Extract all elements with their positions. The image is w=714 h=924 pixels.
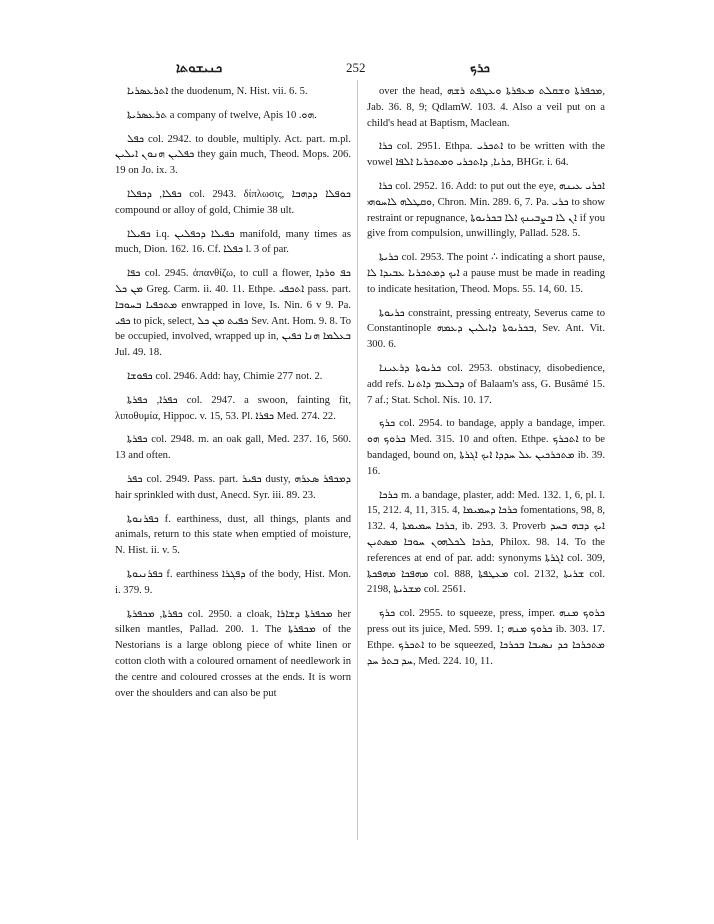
entry-3: ܟܪܝܬܐ col. 2953. The point ∴ indicating a short pause, ܐܝܟ ܕܡܬܟܪܝܐ ܥܒܝܕܐ ܠܐ a pause must be made in reading to indicate hesitation, Theod. Mops. 55. 14, 60. 15. (367, 252, 605, 295)
left-column (115, 84, 351, 709)
entry-3: ܟܦܠܐ, ܕܟܦܠܐ col. 2943. δίπλωσις, ܟܘܦܠܐ ܕܕܗܒܐ compound or alloy of gold, Chimie 38 ult. (115, 188, 351, 216)
column-divider (357, 80, 358, 840)
entry-8: ܟܪܟ col. 2955. to squeeze, press, imper. ܟܪܘܟ ܡܢܗ press out its juice, Med. 599. 1; ܟܪܘܟ ܡܢܗ ib. 303. 17. Ethpe. ܐܬܟܪܟ to be squeezed, ܡܬܟܪܟܐ ܟܕ ܢܣܝܒܐ ܒܟܪܟܐ ܚܕ ܒܬܪ ܚܕ, Med. 224. 10, 11. (367, 608, 605, 667)
right-column (367, 84, 605, 677)
entry-2: ܟܦܠ col. 2942. to double, multiply. Act. part. m.pl. ܟܦܠܝܢ ܗܢܘܢ ܐܝܠܝܢ they gain much, Theod. Mops. 206. 19 on Jo. ix. 3. (115, 133, 351, 177)
entry-0: over the head, ܡܟܦܪܬܐ ܘܫܩܠܬ ܡܥܦܪܬܐ ܘܥܛܦܬ ܪܫܗ, Jab. 36. 8, 9; QdlamW. 103. 4. Also a veil put on a child's head at Baptism, Maclean. (367, 86, 606, 129)
running-head-right: ܟܪܟ (470, 60, 490, 75)
entry-10: ܟܦܪܢܘܬܐ f. earthiness, dust, all things, plants and animals, return to this state when emptied of moisture, N. Hist. ii. v. 5. (115, 513, 351, 557)
entry-5: ܟܪܝܘܬܐ ܕܪܥܝܢܐ col. 2953. obstinacy, disobedience, add refs. ܕܒܠܥܡ ܕܐܬܢܐ of Balaam's ass, G. Busâmé 15. 7 af.; Stat. Schol. Nis. 10. 17. (367, 362, 606, 406)
entry-9: ܟܦܪ col. 2949. Pass. part. ܟܦܝܪ dusty, ܕܡܟܦܪ ܣܥܪܗ hair sprinkled with dust, Anecd. Syr. iii. 89. 23. (115, 473, 351, 501)
entry-6: ܟܪܟ col. 2954. to bandage, apply a bandage, imper. ܟܪܘܟ ܗܘ Med. 315. 10 and often. Ethpe. ܐܬܟܪܟ to be bandaged, bound on, ܡܬܟܪܟܝܢ ܥܠ ܚܕܕܐ ܐܝܟ ܐܓܪܬܐ ib. 39. 16. (367, 418, 605, 477)
entry-0: ܐܬܪܥܣܪܝܐ the duodenum, N. Hist. vii. 6. 5. (127, 86, 308, 97)
entry-1: ܬܪܥܣܪܝܬܐ a company of twelve, Apis ܗܘ. 10. (127, 109, 317, 121)
entry-7: ܟܪܟܐ m. a bandage, plaster, add: Med. 132. 1, 6, pl. l. 15, 212. 4, 11, 315. 4, ܟܪܟܐ ܕܚܡܝܡܐ fomentations, 98, 8, 132. 4, ܟܪܟܐ ܚܡܝܡܬܐ, ib. 293. 3. Proverb ܐܝܟ ܕܒܗ ܒܚܕ ܟܪܟܐ ܠܟܠܗܘܢ ܚܘܒܐ ܡܣܬܝܢ, Philox. 98. 14. To the references at end of par. add: synonyms ܐܓܪܬܐ col. 309, ܡܗܦܟܐ ܡܗܦܟܬܐ col. 888, ܡܥܛܦܬܐ col. 2132, ܫܪܝܬܐ col. 2198, ܡܫܪܝܬܐ col. 2561. (367, 489, 606, 596)
page-number: 252 (346, 60, 366, 75)
entry-6: ܟܦܘܫܐ col. 2946. Add: hay, Chimie 277 not. 2. (127, 370, 323, 382)
entry-8: ܟܦܪܬܐ col. 2948. m. an oak gall, Med. 237. 16, 560. 13 and often. (115, 434, 351, 462)
entry-1: ܟܪܐ col. 2951. Ethpa. ܐܬܟܪܝ to be written with the vowel ܟܪܝܐ, ܕܐܬܟܪܝ ܘܡܬܟܪܝܐ ܐܠܦܐ, BHGr. i. 64. (367, 141, 605, 169)
running-head-left: ܟܢܝܫܘܬܐ (176, 60, 223, 75)
entry-12: ܟܦܪܬܐ, ܡܟܦܪܬܐ col. 2950. a cloak, ܡܟܦܪܬܐ ܕܫܐܪܐ her silken mantles, Pallad. 200. 1. The ܡܟܦܪܬܐ of the Nestorians is a large oblong piece of white linen or cotton cloth with a coloured ornament of needlework in the centre and coloured crosses at the ends. It is worn over the shoulders and can also be put (115, 608, 351, 699)
entry-2: ܟܪܐ col. 2952. 16. Add: to put out the eye, ܐܟܪܝ ܥܝܢܗ ܘܩܛܠܗ ܠܐܚܘܗܝ, Chron. Min. 289. 6, 7. Pa. ܟܪܝ to show restraint or repugnance, ܐܢ ܠܐ ܒܨܒܝܢܟ ܐܠܐ ܒܟܪܝܘܬܐ if you give from compulsion, unwillingly, Pallad. 528. 5. (367, 180, 606, 240)
entry-11: ܟܦܪܢܝܘܬܐ f. earthiness ܕܦܓܪܐ of the body, Hist. Mon. i. 379. 9. (115, 568, 351, 596)
entry-7: ܟܦܪܐ, ܟܦܪܬܐ col. 2947. a swoon, fainting fit, λιποθυμία, Hippoc. v. 15, 53. Pl. ܟܦܪܐ Med. 274. 22. (115, 394, 351, 422)
entry-4: ܟܪܝܘܬܐ constraint, pressing entreaty, Severus came to Constantinople ܒܟܪܝܘܬܐ ܕܐܝܠܝܢ ܕܥܡܗ, Sev. Ant. Vit. 300. 6. (367, 307, 606, 351)
entry-4: ܟܦܝܠܐ i.q. ܟܦܝܠܐ ܕܟܦܠܝܢ manifold, many times as much, Dion. 162. 16. Cf. ܟܦܠܐ l. 3 of par. (115, 228, 351, 256)
entry-5: ܟܦܐ col. 2945. ἀπανθίζω, to cull a flower, ܟܦ ܘܪܕܐ ܡܢ ܟܠ Greg. Carm. ii. 40. 11. Ethpe. ܐܬܟܦܝ pass. part. ܡܬܟܦܝܐ ܒܚܘܒܐ enwrapped in love, Is. Nin. 6 v 9. Pa. ܟܦܝ to pick, select, ܟܦܝܬ ܡܢ ܟܠ Sev. Ant. Hom. 9. 8. To be occupied, involved, wrapped up in, ܒܥܠܡܐ ܗܢܐ ܟܦܝܢ Jul. 49. 18. (115, 268, 352, 359)
